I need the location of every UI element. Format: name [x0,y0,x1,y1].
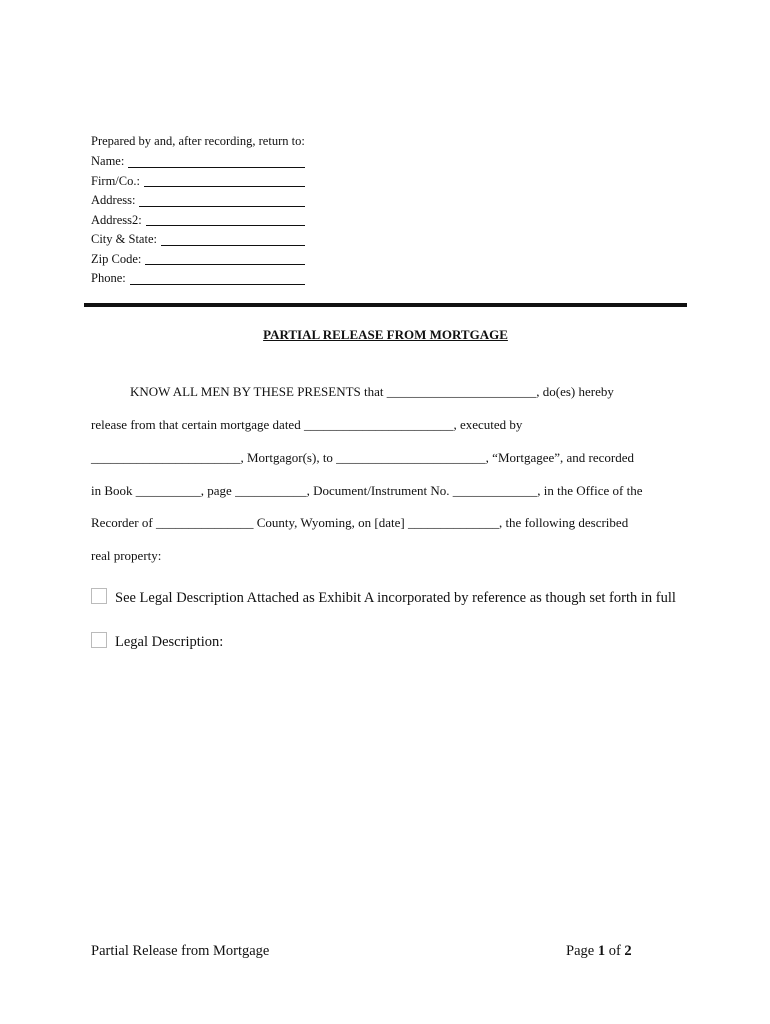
prepared-by-block [91,133,313,289]
field-label: Firm/Co.: [91,173,140,188]
page-word: Page [566,943,595,959]
blank-line [128,166,305,168]
blank-line [139,205,305,207]
page-total: 2 [624,943,632,959]
phone-field[interactable] [91,269,313,289]
zip-code-field[interactable] [91,250,313,270]
recording-divider [84,303,687,307]
body-line-5: Recorder of _______________ County, Wyoming, on [date] ______________, the following described [91,515,629,530]
address2-field[interactable] [91,211,313,231]
field-label: Address2: [91,212,142,227]
legal-description-option [91,632,691,651]
blank-line [161,244,305,246]
field-label: Zip Code: [91,251,142,266]
name-field[interactable] [91,152,313,172]
footer-page-number [566,943,632,960]
body-line-2: release from that certain mortgage dated _______________________, executed by [91,417,523,432]
field-label: Name: [91,154,125,168]
body-line-3: _______________________, Mortgagor(s), to _______________________, “Mortgagee”, and recorded [91,450,635,465]
address-field[interactable] [91,191,313,211]
prepared-by-title: Prepared by and, after recording, return to: [91,134,305,148]
of-word: of [608,943,621,959]
exhibit-a-option [91,588,691,607]
blank-line [144,185,305,187]
legal-description-label: Legal Description: [115,634,224,650]
field-label: Phone: [91,271,126,285]
document-title: PARTIAL RELEASE FROM MORTGAGE [263,327,508,342]
blank-line [146,224,305,226]
legal-description-checkbox[interactable] [91,632,107,648]
city-state-field[interactable] [91,230,313,250]
body-line-6: real property: [91,548,162,563]
page-current: 1 [597,943,606,959]
exhibit-a-checkbox[interactable] [91,588,107,604]
blank-line [145,263,305,265]
field-label: Address: [91,193,136,207]
exhibit-a-label: See Legal Description Attached as Exhibit A incorporated by reference as though set forth in full [115,590,676,606]
field-label: City & State: [91,232,157,246]
body-line-4: in Book __________, page ___________, Document/Instrument No. _____________, in the Office of the [91,483,643,498]
footer-document-name: Partial Release from Mortgage [91,943,270,959]
body-line-1: KNOW ALL MEN BY THESE PRESENTS that _______________________, do(es) hereby [130,384,614,399]
firm-field[interactable] [91,172,313,192]
blank-line [130,283,305,285]
